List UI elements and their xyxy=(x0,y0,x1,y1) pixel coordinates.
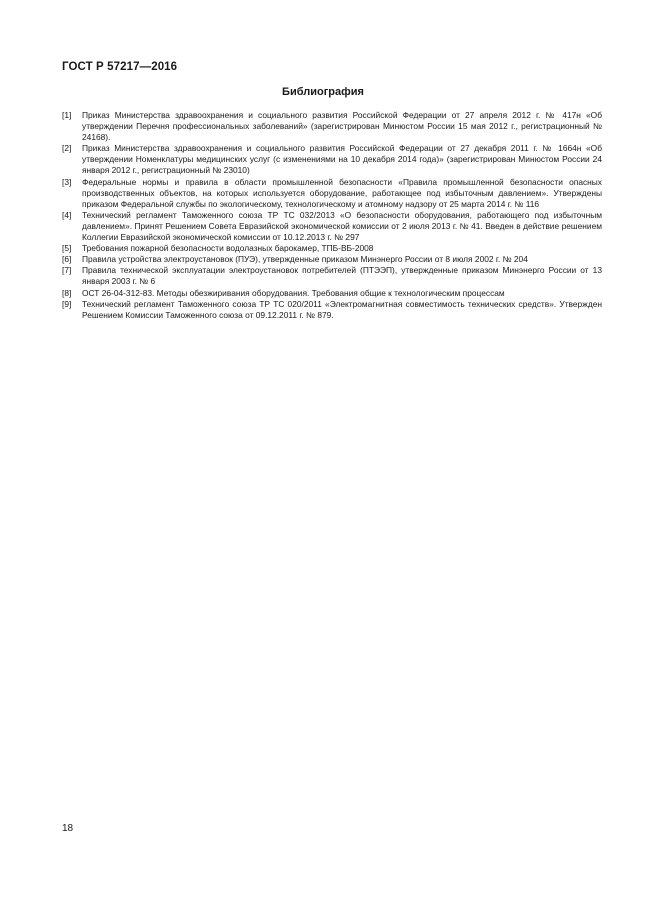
bibliography-entry-4 xyxy=(62,210,602,243)
entry-text: Федеральные нормы и правила в области промышленной безопасности «Правила промышленной безопасности опасных производственных объектов, на которых используется оборудование, работающее под избыточным давлением». Утверждены приказом Федеральной службы по экологическому, технологическому и атомному надзору от 25 марта 2014 г. № 116 xyxy=(82,176,602,209)
bibliography-entry-7 xyxy=(62,265,602,287)
entry-number: [4] xyxy=(62,209,72,220)
entry-text: Технический регламент Таможенного союза ТР ТС 020/2011 «Электромагнитная совместимость технических средств». Утвержден Решением Комиссии Таможенного союза от 09.12.2011 г. № 879. xyxy=(82,298,602,320)
entry-number: [7] xyxy=(62,265,72,276)
bibliography-list xyxy=(62,110,602,321)
entry-text: Правила устройства электроустановок (ПУЭ), утвержденные приказом Минэнерго России от 8 июля 2002 г. № 204 xyxy=(82,254,528,265)
bibliography-entry-9 xyxy=(62,299,602,321)
standard-header: ГОСТ Р 57217—2016 xyxy=(62,61,178,73)
entry-text: Приказ Министерства здравоохранения и социального развития Российской Федерации от 27 декабря 2011 г. № 1664н «Об утверждении Номенклатуры медицинских услуг (с изменениями на 10 декабря 2014 года)» (зарегистрирован Минюстом России 24 января 2012 г., регистрационный № 23010) xyxy=(82,143,602,176)
bibliography-entry-3 xyxy=(62,177,602,210)
entry-text: Требования пожарной безопасности водолазных барокамер, ТПБ-ВБ-2008 xyxy=(82,243,374,254)
entry-text: Правила технической эксплуатации электроустановок потребителей (ПТЭЭП), утвержденные приказом Минэнерго России от 13 января 2003 г. № 6 xyxy=(82,265,602,287)
bibliography-entry-1 xyxy=(62,110,602,143)
entry-text: Технический регламент Таможенного союза ТР ТС 032/2013 «О безопасности оборудования, работающего под избыточным давлением». Принят Решением Совета Евразийской экономической комиссии от 2 июля 2013 г. № 41. Введен в действие решением Коллегии Евразийской экономической комиссии от 10.12.2013 г. № 297 xyxy=(82,209,602,243)
entry-number: [8] xyxy=(62,287,72,298)
bibliography-title: Библиография xyxy=(282,86,364,98)
entry-number: [5] xyxy=(62,243,72,254)
entry-number: [3] xyxy=(62,176,72,187)
entry-text: Приказ Министерства здравоохранения и социального развития Российской Федерации от 27 апреля 2012 г. № 417н «Об утверждении Перечня профессиональных заболеваний» (зарегистрирован Минюстом России 15 мая 2012 г., регистрационный № 24168). xyxy=(82,110,602,143)
entry-number: [9] xyxy=(62,298,72,309)
bibliography-entry-8 xyxy=(62,288,602,299)
entry-number: [1] xyxy=(62,110,72,120)
bibliography-entry-2 xyxy=(62,143,602,176)
bibliography-entry-5 xyxy=(62,243,602,254)
entry-number: [6] xyxy=(62,254,72,265)
page-number: 18 xyxy=(62,823,74,834)
bibliography-entry-6 xyxy=(62,254,602,265)
entry-text: ОСТ 26-04-312-83. Методы обезжиривания оборудования. Требования общие к технологическим процессам xyxy=(82,287,505,298)
entry-number: [2] xyxy=(62,143,72,154)
